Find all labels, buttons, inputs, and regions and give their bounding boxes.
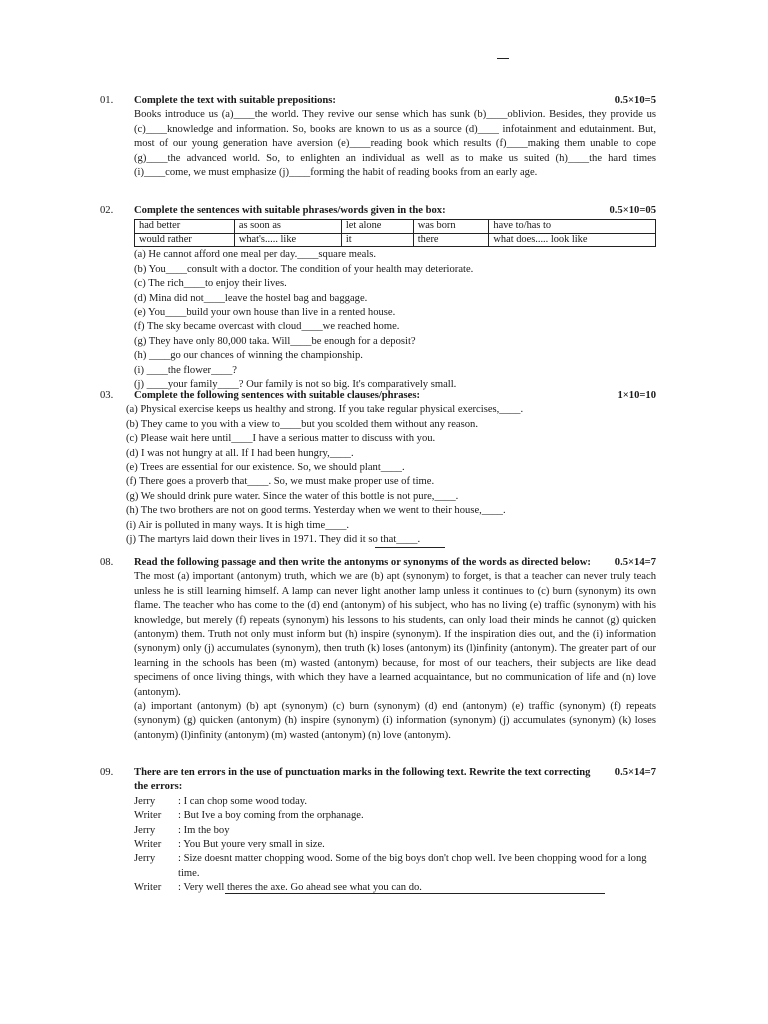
- list-item: (d) I was not hungry at all. If I had been hungry,____.: [126, 447, 354, 459]
- dialogue-line: [134, 824, 656, 838]
- divider-line: [375, 547, 445, 548]
- list-item: (j) ____your family____? Our family is not so big. It's comparatively small.: [134, 379, 457, 391]
- speaker-line: : You But youre very small in size.: [178, 839, 325, 851]
- question-09-header: [100, 766, 656, 795]
- question-02-body: [134, 219, 656, 392]
- phrase-box-cell: had better: [135, 220, 235, 234]
- list-item: (i) Air is polluted in many ways. It is high time____.: [126, 519, 350, 531]
- list-item: (b) You____consult with a doctor. The condition of your health may deteriorate.: [134, 263, 474, 275]
- dialogue-line: [134, 809, 656, 823]
- question-01-text: Books introduce us (a)____the world. They revive our sense which has sunk (b)____oblivion. Besides, they provide us (c)____knowledge and information. So, books are known to us as a source (d)____ infotainment and edutainment. But, most of our young generation have aversion (e)____reading book which results (f)____making them unable to cope (g)____the advanced world. So, to enlighten an individual as well as to make us suited (h)____the hard times (i)____come, we must emphasize (j)____forming the habit of reading books from an early age.: [134, 109, 656, 179]
- dialogue-line: [134, 795, 656, 809]
- marks-label: 0.5×14=7: [614, 557, 656, 568]
- question-09: [100, 766, 656, 896]
- list-item: (e) You____build your own house than live in a rented house.: [134, 307, 396, 319]
- phrase-box-row: [135, 220, 656, 234]
- phrase-box-cell: what's..... like: [234, 233, 341, 247]
- list-item: (h) ____go our chances of winning the championship.: [134, 350, 363, 362]
- question-title: Read the following passage and then write the antonyms or synonyms of the words as directed below:: [134, 557, 591, 568]
- list-item: (c) Please wait here until____I have a serious matter to discuss with you.: [126, 433, 436, 445]
- question-03-body: [126, 403, 656, 547]
- passage-text: The most (a) important (antonym) truth, which we are (b) apt (synonym) to forget, is that a teacher can never truly teach unless he is still learning himself. A lamp can never light another lamp unless it continues to (c) burn (synonym) its own flame. The teacher who has come to the (d) end (antonym) of his subject, who has no living (e) traffic (synonym) with his knowledge, but merely (f) repeats (synonym) his lessons to his students, can only load their minds he cannot (g) quicken (antonym) them. Truth not only must inform but (h) inspire (synonym). If the inspiration dies out, and the (i) information (synonym) only (j) accumulates (synonym), then truth (k) loses (antonym) its (l)infinity (antonym). The greater part of our learning in the schools has been (m) wasted (antonym) because, for most of our teachers, their subjects are like dead specimens of once living things, with which they have a learned acquaintance, but no communication of life and (n) love (antonym).: [134, 571, 656, 698]
- question-title: Complete the following sentences with suitable clauses/phrases:: [134, 390, 421, 401]
- dialogue: [134, 795, 656, 896]
- list-item: (i) ____the flower____?: [134, 364, 237, 376]
- question-title: There are ten errors in the use of punctuation marks in the following text. Rewrite the text correcting the errors:: [134, 767, 591, 793]
- list-item: (a) He cannot afford one meal per day.____square meals.: [134, 249, 377, 261]
- list-item: (a) Physical exercise keeps us healthy and strong. If you take regular physical exercises,____.: [126, 404, 524, 416]
- question-number: 01.: [100, 95, 114, 106]
- end-rule: [225, 893, 605, 894]
- top-dash: [497, 58, 509, 59]
- phrase-box-cell: as soon as: [234, 220, 341, 234]
- list-item: (g) They have only 80,000 taka. Will____be enough for a deposit?: [134, 335, 416, 347]
- word-list: (a) important (antonym) (b) apt (synonym) (c) burn (synonym) (d) end (antonym) (e) traffic (synonym) (f) repeats (synonym) (g) quicken (antonym) (h) inspire (synonym) (i) information (synonym) (j) accumulates (synonym) (k) loses (antonym) (l)infinity (antonym) (m) wasted (antonym) (n) love (antonym).: [134, 701, 656, 741]
- speaker-line: : Very well theres the axe. Go ahead see what you can do.: [178, 882, 422, 894]
- list-item: (f) The sky became overcast with cloud____we reached home.: [134, 321, 400, 333]
- speaker-line: : But Ive a boy coming from the orphanage.: [178, 810, 364, 822]
- list-item: (b) They came to you with a view to____but you scolded them without any reason.: [126, 418, 478, 430]
- speaker-name: Jerry: [134, 795, 156, 807]
- question-08: [100, 556, 656, 743]
- marks-label: 0.5×10=05: [609, 205, 656, 216]
- phrase-box-cell: there: [413, 233, 489, 247]
- speaker-line: : I can chop some wood today.: [178, 795, 308, 807]
- question-02: [100, 204, 656, 392]
- question-02-header: [100, 204, 656, 218]
- speaker-name: Writer: [134, 839, 162, 851]
- phrase-box-cell: what does..... look like: [489, 233, 656, 247]
- speaker-line: : Im the boy: [178, 824, 230, 836]
- question-01: [100, 94, 656, 180]
- phrase-box: [134, 219, 656, 247]
- question-title: Complete the sentences with suitable phrases/words given in the box:: [134, 205, 446, 216]
- phrase-box-cell: was born: [413, 220, 489, 234]
- speaker-name: Jerry: [134, 824, 156, 836]
- speaker-name: Writer: [134, 882, 162, 894]
- phrase-box-cell: it: [341, 233, 413, 247]
- question-08-header: [100, 556, 656, 570]
- phrase-box-cell: let alone: [341, 220, 413, 234]
- question-number: 03.: [100, 390, 114, 401]
- question-number: 08.: [100, 557, 114, 568]
- marks-label: 1×10=10: [617, 390, 656, 401]
- list-item: (g) We should drink pure water. Since the water of this bottle is not pure,____.: [126, 490, 459, 502]
- phrase-box-cell: have to/has to: [489, 220, 656, 234]
- marks-label: 0.5×10=5: [614, 95, 656, 106]
- phrase-box-cell: would rather: [135, 233, 235, 247]
- list-item: (j) The martyrs laid down their lives in 1971. They did it so that____.: [126, 534, 421, 546]
- speaker-line: : Size doesnt matter chopping wood. Some of the big boys don't chop well. Ive been chopping wood for a long time.: [178, 853, 647, 879]
- dialogue-line: [134, 852, 656, 881]
- question-number: 02.: [100, 205, 114, 216]
- list-item: (e) Trees are essential for our existence. So, we should plant____.: [126, 462, 405, 474]
- list-item: (d) Mina did not____leave the hostel bag and baggage.: [134, 292, 368, 304]
- question-number: 09.: [100, 767, 114, 778]
- dialogue-line: [134, 838, 656, 852]
- question-03: [100, 389, 656, 547]
- phrase-box-row: [135, 233, 656, 247]
- list-item: (f) There goes a proverb that____. So, we must make proper use of time.: [126, 476, 435, 488]
- question-03-header: [100, 389, 656, 403]
- question-title: Complete the text with suitable prepositions:: [134, 95, 336, 106]
- list-item: (c) The rich____to enjoy their lives.: [134, 278, 287, 290]
- speaker-name: Jerry: [134, 853, 156, 865]
- marks-label: 0.5×14=7: [614, 767, 656, 778]
- list-item: (h) The two brothers are not on good terms. Yesterday when we went to their house,____.: [126, 505, 506, 517]
- speaker-name: Writer: [134, 810, 162, 822]
- question-01-header: [100, 94, 656, 108]
